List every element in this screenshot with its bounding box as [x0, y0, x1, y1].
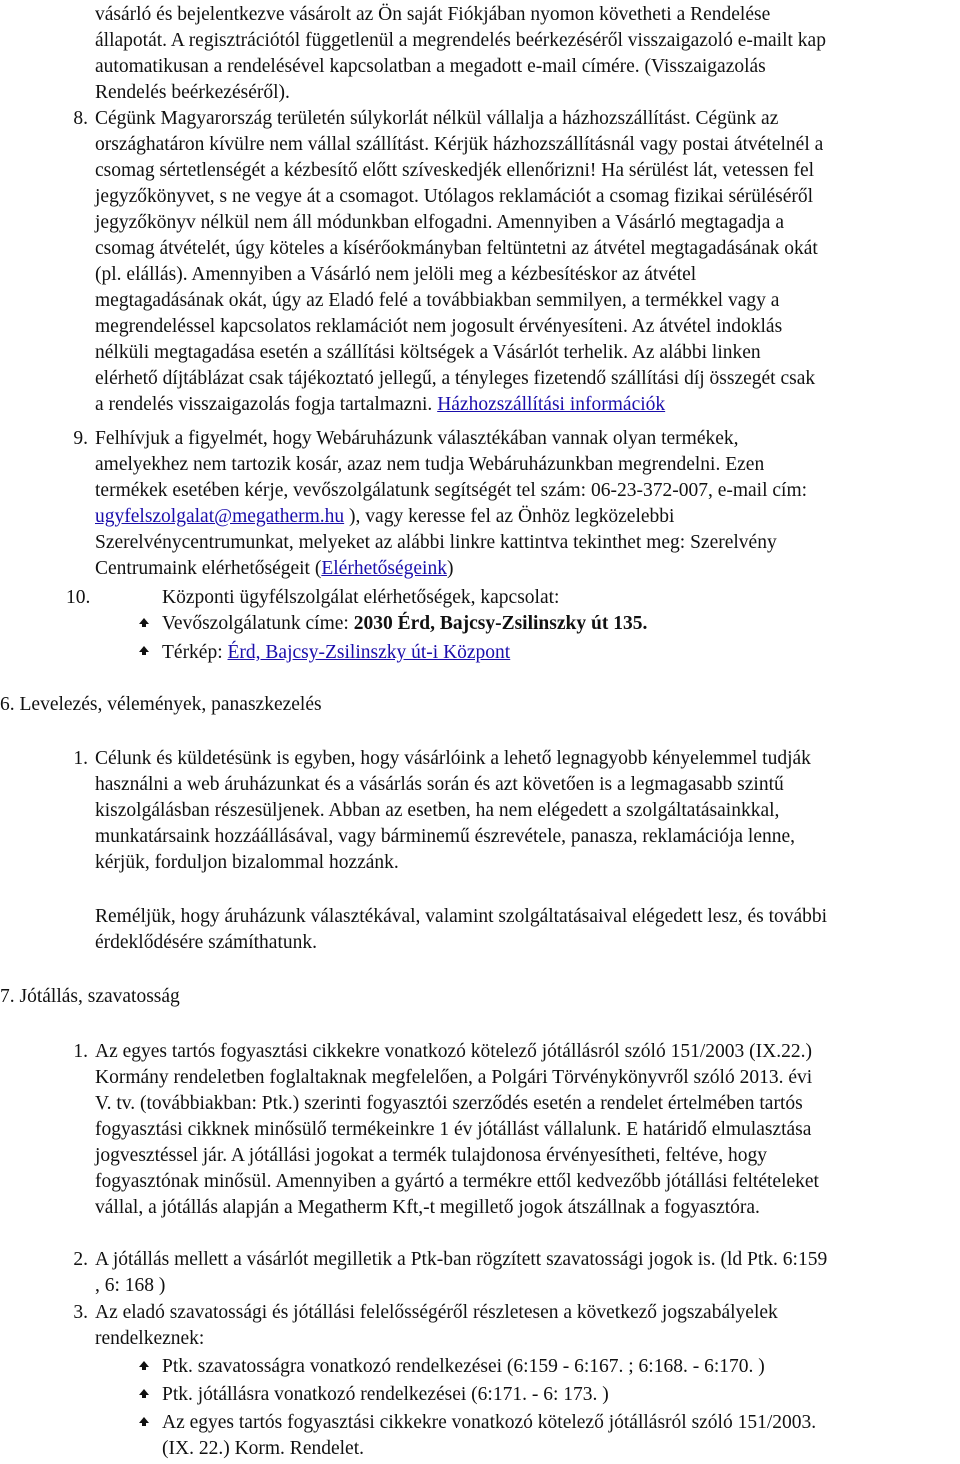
text-line: megtagadásának okát, úgy az Eladó felé a továbbiakban semmilyen, a termékkel vagy a [95, 290, 780, 311]
text-fragment: ) [446, 558, 454, 579]
section-7-item-3 [95, 1300, 955, 1352]
text-fragment: Centrumaink elérhetőségeit ( [95, 558, 322, 579]
section-7-item-2 [95, 1247, 955, 1299]
bullet-item: Ptk. szavatosságra vonatkozó rendelkezései (6:159 - 6:167. ; 6:168. - 6:170. ) [162, 1356, 765, 1377]
text-line: országhatáron kívülre nem vállal szállítást. Kérjük házhozszállításnál vagy postai átvételnél a [95, 134, 824, 155]
section-7-item-1 [95, 1039, 955, 1221]
text-line: Az egyes tartós fogyasztási cikkekre vonatkozó kötelező jótállásról szóló 151/2003 (IX.22.) [95, 1041, 812, 1062]
bullet-icon [139, 618, 149, 624]
section-7-heading: 7. Jótállás, szavatosság [0, 986, 180, 1007]
intro-paragraph [95, 2, 955, 106]
text-line: elérhető díjtáblázat csak tájékoztató jellegű, a tényleges fizetendő szállítási díj összegét csak [95, 368, 816, 389]
item-9-paragraph [95, 426, 955, 582]
text-line: automatikusan a rendelésével kapcsolatban a megadott e-mail címére. (Visszaigazolás [95, 56, 766, 77]
text-line: V. tv. (továbbiakban: Ptk.) szerinti fogyasztói szerződés esetén a rendelet értelmében tartós [95, 1093, 803, 1114]
delivery-info-link[interactable]: Házhozszállítási információk [437, 394, 666, 415]
list-number: 3. [73, 1302, 88, 1323]
list-number: 1. [73, 1041, 88, 1062]
text-line: kérjük, forduljon bizalommal hozzánk. [95, 852, 399, 873]
text-line: Felhívjuk a figyelmét, hogy Webáruházunk választékában vannak olyan termékek, [95, 428, 739, 449]
text-line: Az eladó szavatossági és jótállási felelősségéről részletesen a következő jogszabályelek [95, 1302, 778, 1323]
text-line: használni a web áruházunkat és a vásárlás során és azt követően is a legmagasabb szintű [95, 774, 784, 795]
text-line: vásárló és bejelentkezve vásárolt az Ön saját Fiókjában nyomon követheti a Rendelése [95, 4, 771, 25]
section-6-item-1 [95, 746, 955, 876]
section-6-heading: 6. Levelezés, vélemények, panaszkezelés [0, 694, 322, 715]
text-line: csomag átvételét, úgy köteles a kísérőokmányban feltüntetni az átvétel megtagadásának okát [95, 238, 818, 259]
bullet-icon [139, 1417, 149, 1423]
list-number: 10. [66, 587, 91, 608]
map-label: Térkép: [162, 642, 228, 663]
map-line [162, 640, 510, 666]
text-line [95, 392, 955, 418]
list-number: 9. [73, 428, 88, 449]
text-line: Rendelés beérkezéséről). [95, 82, 290, 103]
bullet-item: Ptk. jótállásra vonatkozó rendelkezései (6:171. - 6: 173. ) [162, 1384, 609, 1405]
address-value: 2030 Érd, Bajcsy-Zsilinszky út 135. [353, 613, 648, 634]
text-line: Célunk és küldetésünk is egyben, hogy vásárlóink a lehető legnagyobb kényelemmel tudják [95, 748, 811, 769]
map-link[interactable]: Érd, Bajcsy-Zsilinszky út-i Központ [227, 642, 511, 663]
text-line: jogvesztéssel jár. A jótállási jogokat a termék tulajdonosa érvényesítheti, feltéve, hogy [95, 1145, 768, 1166]
bullet-icon [139, 1389, 149, 1395]
bullet-icon [139, 646, 149, 652]
bullet-item: Az egyes tartós fogyasztási cikkekre vonatkozó kötelező jótállásról szóló 151/2003. [162, 1412, 817, 1433]
list-number: 8. [73, 108, 88, 129]
list-number: 1. [73, 748, 88, 769]
contacts-link[interactable]: Elérhetőségeink [321, 558, 447, 579]
text-line [95, 556, 955, 582]
text-line: jegyzőkönyvet, s ne vegye át a csomagot. Utólagos reklamációt a csomag fizikai sérüléséről [95, 186, 814, 207]
item-10-title: Központi ügyfélszolgálat elérhetőségek, kapcsolat: [162, 587, 560, 608]
text-line: Szerelvénycentrumunkat, melyeket az alábbi linkre kattintva tekinthet meg: Szerelvény [95, 532, 777, 553]
text-line: , 6: 168 ) [95, 1275, 166, 1296]
text-line: Kormány rendeletben foglaltaknak megfelelően, a Polgári Törvénykönyvről szóló 2013. évi [95, 1067, 813, 1088]
text-line: (pl. elállás). Amennyiben a Vásárló nem jelöli meg a kézbesítéskor az átvétel [95, 264, 697, 285]
email-link[interactable]: ugyfelszolgalat@megatherm.hu [95, 506, 345, 527]
item-8-paragraph [95, 106, 955, 418]
text-line: kiszolgálásban részesüljenek. Abban az esetben, ha nem elégedett a szolgáltatásainkkal, [95, 800, 780, 821]
text-line: nélküli megtagadása esetén a szállítási költségek a Vásárlót terhelik. Az alábbi linken [95, 342, 761, 363]
text-line: A jótállás mellett a vásárlót megilletik a Ptk-ban rögzített szavatossági jogok is. (ld Ptk. 6:159 [95, 1249, 828, 1270]
text-line: munkatársaink hozzáállásával, vagy bárminemű észrevétele, panasza, reklamációja lenne, [95, 826, 796, 847]
text-line: Reméljük, hogy áruházunk választékával, valamint szolgáltatásaival elégedett lesz, és további [95, 906, 828, 927]
text-line: állapotát. A regisztrációtól függetlenül a megrendelés beérkezéséről visszaigazoló e-mailt kap [95, 30, 826, 51]
section-6-closing [95, 904, 955, 956]
text-line [95, 504, 955, 530]
text-fragment: ), vagy keresse fel az Önhöz legközelebbi [344, 506, 675, 527]
bullet-item-continuation: (IX. 22.) Korm. Rendelet. [162, 1438, 364, 1459]
text-line: megrendeléssel kapcsolatos reklamációt nem jogosult érvényesíteni. Az átvétel indoklás [95, 316, 783, 337]
text-line: fogyasztási cikknek minősülő termékeinkre 1 év jótállást vállalunk. E határidő elmulasztása [95, 1119, 812, 1140]
text-line: amelyekhez nem tartozik kosár, azaz nem tudja Webáruházunkban megrendelni. Ezen [95, 454, 765, 475]
text-line: csomag sértetlenségét a kézbesítő előtt szíveskedjék ellenőrizni! Ha sérülést lát, vetessen fel [95, 160, 815, 181]
text-line: fogyasztónak minősül. Amennyiben a gyártó a termékre ettől kedvezőbb jótállási feltételeket [95, 1171, 819, 1192]
address-label: Vevőszolgálatunk címe: [162, 613, 354, 634]
bullet-icon [139, 1361, 149, 1367]
list-number: 2. [73, 1249, 88, 1270]
text-line: vállal, a jótállás alapján a Megatherm Kft,-t megillető jogok átszállnak a fogyasztóra. [95, 1197, 760, 1218]
text-line: Cégünk Magyarország területén súlykorlát nélkül vállalja a házhozszállítást. Cégünk az [95, 108, 779, 129]
text-line: jegyzőkönyv nélkül nem áll módunkban elfogadni. Amennyiben a Vásárló megtagadja a [95, 212, 784, 233]
text-line: rendelkeznek: [95, 1328, 205, 1349]
text-line: termékek esetében kérje, vevőszolgálatunk segítségét tel szám: 06-23-372-007, e-mail cím: [95, 480, 808, 501]
address-line [162, 611, 647, 637]
text-fragment: a rendelés visszaigazolás fogja tartalmazni. [95, 394, 438, 415]
text-line: érdeklődésére számíthatunk. [95, 932, 317, 953]
